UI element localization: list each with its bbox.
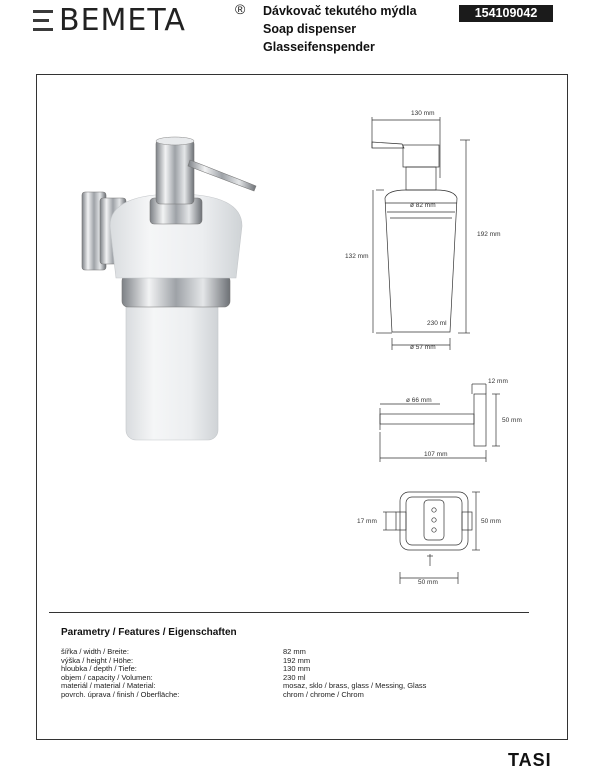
dim-plate-height: 50 mm bbox=[481, 518, 501, 525]
registered-mark: ® bbox=[235, 1, 246, 17]
dim-bracket-length: 107 mm bbox=[424, 451, 448, 458]
param-value: 230 ml bbox=[283, 672, 306, 682]
section-divider bbox=[49, 612, 529, 613]
title-german: Glasseifenspender bbox=[263, 40, 375, 54]
param-label: šířka / width / Breite: bbox=[61, 647, 129, 656]
series-name: TASI bbox=[508, 750, 552, 770]
dim-diameter-bottom: ø 57 mm bbox=[410, 344, 436, 351]
param-label: povrch. úprava / finish / Oberfläche: bbox=[61, 689, 180, 699]
dim-diameter-top: ø 82 mm bbox=[410, 202, 436, 209]
dim-bracket-height: 50 mm bbox=[502, 417, 522, 424]
dim-front-width: 130 mm bbox=[411, 110, 435, 117]
product-photo bbox=[82, 137, 256, 440]
dim-capacity-mark: 230 ml bbox=[427, 320, 447, 327]
param-value: 130 mm bbox=[283, 664, 311, 674]
dim-plate-width: 50 mm bbox=[418, 579, 438, 586]
param-row bbox=[61, 691, 426, 700]
wall-plate-drawing bbox=[383, 492, 480, 584]
dim-height-total: 192 mm bbox=[477, 231, 501, 238]
dim-bracket-diameter: ø 66 mm bbox=[406, 397, 432, 404]
dim-bracket-depth: 12 mm bbox=[488, 378, 508, 385]
params-table bbox=[61, 648, 426, 700]
dim-height-body: 132 mm bbox=[345, 253, 369, 260]
title-english: Soap dispenser bbox=[263, 22, 357, 36]
param-value: 192 mm bbox=[283, 655, 311, 665]
param-label: hloubka / depth / Tiefe: bbox=[61, 664, 137, 674]
param-value: 82 mm bbox=[283, 647, 306, 656]
params-heading: Parametry / Features / Eigenschaften bbox=[61, 627, 237, 638]
product-code-badge: 154109042 bbox=[459, 5, 553, 22]
param-label: objem / capacity / Volumen: bbox=[61, 672, 153, 682]
dim-plate-offset: 17 mm bbox=[357, 518, 377, 525]
param-value: mosaz, sklo / brass, glass / Messing, Glass bbox=[283, 681, 427, 691]
param-label: materiál / material / Material: bbox=[61, 681, 156, 691]
title-czech: Dávkovač tekutého mýdla bbox=[263, 4, 417, 18]
param-value: chrom / chrome / Chrom bbox=[283, 689, 364, 699]
param-label: výška / height / Höhe: bbox=[61, 655, 134, 665]
side-view-drawing bbox=[372, 117, 470, 350]
brand-name: BEMETA bbox=[59, 3, 186, 38]
